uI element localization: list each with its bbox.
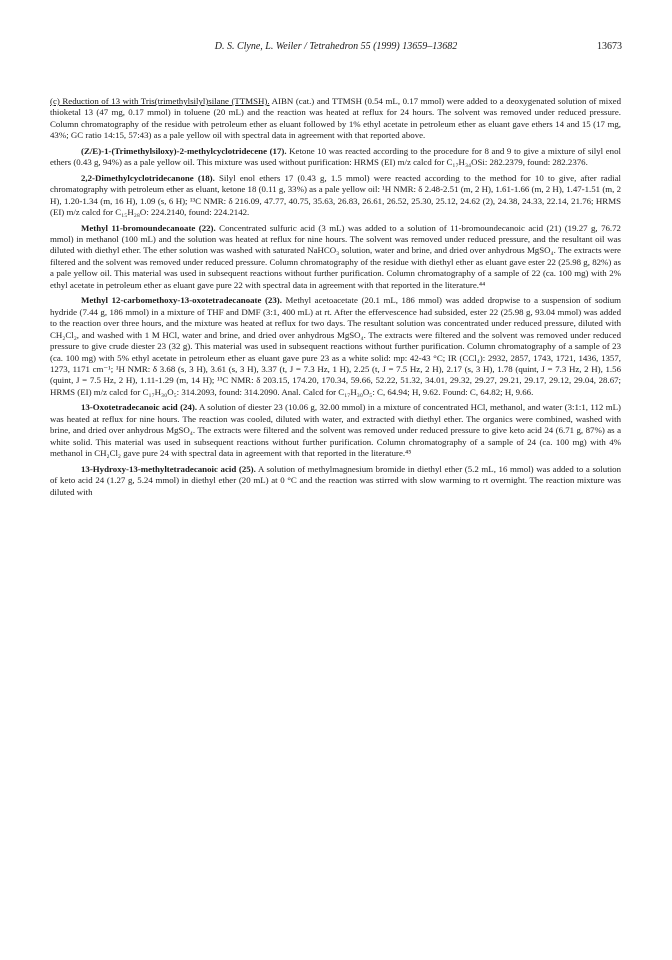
paragraph-reduction-ttmsh <box>50 96 621 142</box>
paragraph-compound-25 <box>50 464 621 498</box>
paragraph-title: 13-Oxotetradecanoic acid (24). <box>81 402 198 413</box>
paragraph-compound-23 <box>50 295 621 398</box>
paragraph-text: AIBN (cat.) and TTMSH (0.54 mL, 0.17 mmol) were added to a deoxygenated solution of mixed thioketal 13 (47 mg, 0.17 mmol) in toluene (20 mL) and the reaction was heated at reflux for 24 hours. The solvent was removed under reduced pressure. Column chromatography of the residue with petroleum ether as eluant followed by 1% ethyl acetate in petroleum ether as eluant gave ethers 14 and 15 (17 mg, 43%; GC ratio 14:15, 57:43) as a pale yellow oil with spectral data in agreement with that reported above. <box>50 96 621 141</box>
page-number: 13673 <box>597 41 622 52</box>
paragraph-text: Silyl enol ethers 17 (0.43 g, 1.5 mmol) were reacted according to the method for 10 to give, after radial chromatography with petroleum ether as eluant, ketone 18 (0.11 g, 33%) as a pale yellow oil: ¹H NMR: δ 2.48-2.51 (m, 2 H), 1.61-1.66 (m, 2 H), 1.47-1.51 (m, 2 H), 1.20-1.34 (m, 16 H), 1.09 (s, 6 H); ¹³C NMR: δ 216.09, 47.77, 40.75, 35.63, 26.83, 26.61, 26.52, 25.30, 25.12, 24.62 (2), 24.38, 24.33, 22.14, 21.76; HRMS (EI) m/z calcd for C₁₅H₂₈O: 224.2140, found: 224.2142. <box>50 172 621 218</box>
paragraph-text: Ketone 10 was reacted according to the procedure for 8 and 9 to give a mixture of silyl enol ethers (0.43 g, 94%) as a pale yellow oil. This mixture was used without purification: HRMS (EI) m/z calcd for C₁₇H₃₄OSi: 282.2379, found: 282.2376. <box>50 145 621 168</box>
paragraph-title: (c) Reduction of 13 with Tris(trimethylsilyl)silane (TTMSH). <box>50 96 270 106</box>
paragraph-compound-17 <box>50 146 621 169</box>
paragraph-compound-24 <box>50 402 621 459</box>
paragraph-text: A solution of methylmagnesium bromide in diethyl ether (5.2 mL, 16 mmol) was added to a solution of keto acid 24 (1.27 g, 5.24 mmol) in diethyl ether (20 mL) at 0 °C and the reaction was stirred with slow warming to rt overnight. The reaction mixture was diluted with <box>50 463 621 497</box>
page-header <box>50 40 622 54</box>
paragraph-compound-22 <box>50 223 621 292</box>
paragraph-title: 13-Hydroxy-13-methyltetradecanoic acid (25). <box>81 463 256 474</box>
paragraph-compound-18 <box>50 173 621 219</box>
paragraph-title: (Z/E)-1-(Trimethylsiloxy)-2-methylcyclotridecene (17). <box>81 145 287 156</box>
paragraph-title: Methyl 12-carbomethoxy-13-oxotetradecanoate (23). <box>81 295 282 306</box>
paragraph-title: Methyl 11-bromoundecanoate (22). <box>81 222 216 233</box>
paragraph-title: 2,2-Dimethylcyclotridecanone (18). <box>81 172 215 183</box>
running-head: D. S. Clyne, L. Weiler / Tetrahedron 55 (1999) 13659–13682 <box>214 41 458 52</box>
paragraph-text: A solution of diester 23 (10.06 g, 32.00 mmol) in a mixture of concentrated HCl, methanol, and water (3:1:1, 112 mL) was heated at reflux for nine hours. The reaction was cooled, diluted with water, and extracted with diethyl ether. The organics were combined, washed with brine, and dried over anhydrous MgSO₄. The extracts were filtered and the solvent was removed under reduced pressure to give keto acid 24 (6.71 g, 87%) as a white solid. This material was used in subsequent reactions without further purification. Column chromatography of a sample of 24 (ca. 100 mg) with 4% methanol in CH₂Cl₂ gave pure 24 with spectral data in agreement with that reported in the literature.⁴⁵ <box>50 402 621 459</box>
paragraph-text: Concentrated sulfuric acid (3 mL) was added to a solution of 11-bromoundecanoic acid (21) (19.27 g, 76.72 mmol) in methanol (100 mL) and the solution was heated at reflux for nine hours. The solvent was removed under reduced pressure, and the resultant oil was diluted with diethyl ether. The ether solution was washed with saturated NaHCO₃ solution, water and brine, and dried over anhydrous MgSO₄. The extracts were filtered and the solvent was removed under reduced pressure. Column chromatography of the residue with diethyl ether as eluant gave ester 22 (25.98 g, 82%) as a pale yellow oil. This material was used in subsequent reactions without further purification. Column chromatography of a sample of 22 (ca. 100 mg) with 2% ethyl acetate in petroleum ether as eluant gave pure 22 with spectral data in agreement with that reported in the literature.⁴⁴ <box>50 222 621 290</box>
article-body <box>50 96 621 502</box>
paragraph-text: Methyl acetoacetate (20.1 mL, 186 mmol) was added dropwise to a suspension of sodium hydride (7.44 g, 186 mmol) in a mixture of THF and DMF (3:1, 400 mL) at rt. After the effervescence had subsided, ester 22 (25.98 g, 93.04 mmol) was added to the reaction over three hours, and the mixture was heated at reflux for two days. The resultant solution was concentrated under reduced pressure, diluted with CH₂Cl₂, and washed with 1 M HCl, water and brine, and dried over anhydrous MgSO₄. The extracts were filtered and the solvent was removed under reduced pressure to give crude diester 23 (32 g). This material was used in subsequent reactions without further purification. Column chromatography of a sample of 23 (ca. 100 mg) with 5% ethyl acetate in petroleum ether as eluant gave pure 23 as a white solid: mp: 42-43 °C; IR (CCl₄): 2932, 2857, 1743, 1721, 1436, 1357, 1273, 1171 cm⁻¹; ¹H NMR: δ 3.68 (s, 3 H), 3.61 (s, 3 H), 3.37 (t, J = 7.3 Hz, 1 H), 2.25 (t, J = 7.5 Hz, 2 H), 2.17 (s, 3 H), 1.78 (quint, J = 7.3 Hz, 2 H), 1.56 (quint, J = 7.5 Hz, 2 H), 1.11-1.29 (m, 14 H); ¹³C NMR: δ 203.15, 174.20, 170.34, 59.66, 52.22, 51.32, 34.01, 29.32, 29.27, 29.21, 29.17, 29.12, 29.04, 28.67; HRMS (EI) m/z calcd for C₁₇H₃₀O₅: 314.2093, found: 314.2090. Anal. Calcd for C₁₇H₃₀O₅: C, 64.94; H, 9.62. Found: C, 64.82; H, 9.66. <box>50 295 621 397</box>
